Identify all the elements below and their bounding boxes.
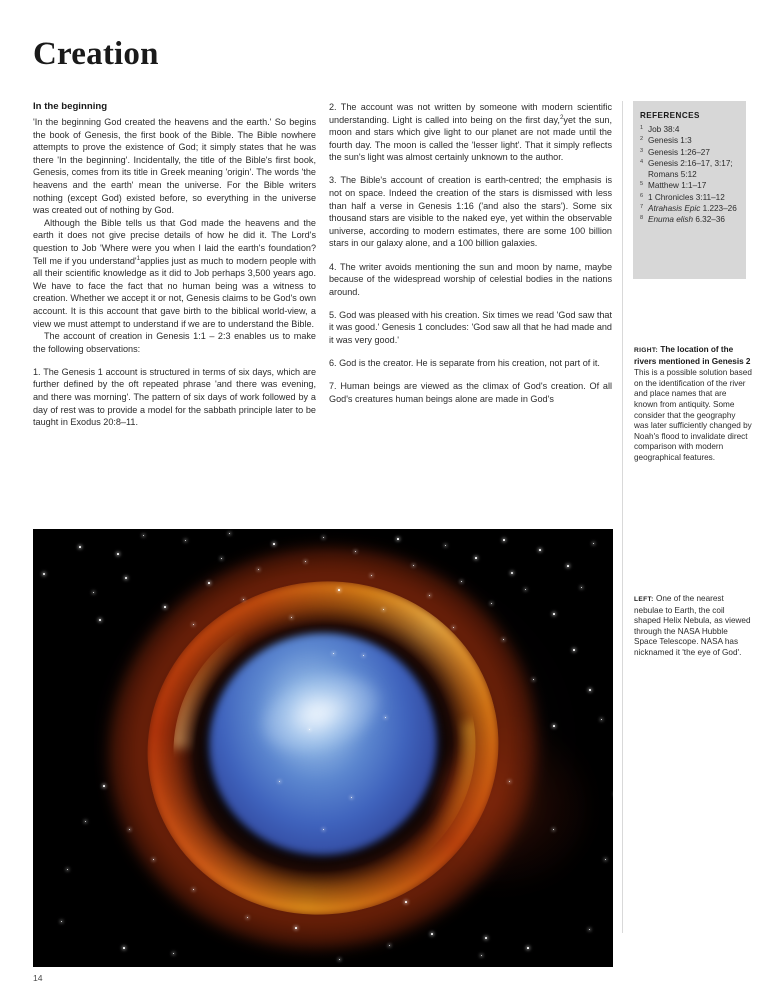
caption-body-text: This is a possible solution based on the identification of the river and place names that are known from antiquity. Some consider that the geography was later sufficiently changed by Noah's flood to invalidate direct comparison with modern geographical features. (634, 368, 752, 462)
star-point (553, 613, 555, 615)
reference-item (640, 214, 738, 225)
star-point (539, 549, 541, 551)
star-point (164, 606, 166, 608)
reference-item (640, 180, 738, 191)
reference-item (640, 158, 738, 181)
star-point (475, 557, 477, 559)
caption-direction-label: LEFT: (634, 596, 654, 603)
section-subheading: In the beginning (33, 101, 108, 112)
paragraph-although-part2: applies just as much to modern people with all their scientific knowledge as it did to Job perhaps 3,500 years ago. We have to face the fact that no human being was a witness to creation. Whether we accept it or not, Genesis claims to be God's own account. It is this account that gave birth to the biblical world-view, a view we must attempt to understand if we are to understand the Bible. (33, 255, 316, 329)
star-point (99, 619, 101, 621)
star-point (123, 947, 125, 949)
caption-right-figure (634, 345, 752, 464)
star-point (117, 553, 119, 555)
reference-item (640, 124, 738, 135)
reference-text: 1.223–26 (700, 204, 737, 214)
reference-text: Genesis 1:3 (648, 136, 692, 146)
numbered-item-2-part2: yet the sun, moon and stars which give light to our planet are not made until the fourth day. The moon is called the 'lesser light'. That it simply reflects the sun's light was almost certainly unknown to the author. (329, 114, 612, 163)
star-point (503, 539, 505, 541)
references-heading: REFERENCES (640, 111, 700, 120)
star-point (125, 577, 127, 579)
star-point (485, 937, 487, 939)
reference-text: Genesis 1:26–27 (648, 147, 710, 157)
reference-text: 1 Chronicles 3:11–12 (648, 192, 725, 202)
star-point (567, 565, 569, 567)
star-point (79, 546, 81, 548)
paragraph-opening: 'In the beginning God created the heavens and the earth.' So begins the book of Genesis, the first book of the Bible. The Bible nowhere attempts to prove the existence of God; it simply states that he was there 'In the beginning'. Incidentally, the title of the Bible's first book, Genesis, comes from its title in Greek meaning 'origin'. The words 'the heavens and the earth' mean the universe. For the Bible writers nothing (except God) existed before, so everything in the universe was created out of nothing by God. (33, 117, 316, 216)
star-point (589, 689, 591, 691)
footnote-ref-2: 2 (559, 113, 564, 121)
numbered-item-2-part1: 2. The account was not written by someone with modern scientific understanding. Light is called into being on the first day, (329, 102, 612, 125)
numbered-item-1: 1. The Genesis 1 account is structured in terms of six days, which are further defined by the oft repeated phrase 'and there was evening, and there was morning'. The pattern of six days of work followed by a day of rest was to provide a model for the sabbath principle later to be taught in Exodus 20:8–11. (33, 366, 316, 428)
references-box (633, 101, 746, 279)
star-point (405, 901, 407, 903)
star-point (431, 933, 433, 935)
references-list (640, 124, 738, 226)
reference-item (640, 203, 738, 214)
numbered-item-5: 5. God was pleased with his creation. Six times we read 'God saw that it was good.' Genesis 1 concludes: 'God saw all that he had made and it was very good.' (329, 309, 612, 345)
reference-item (640, 147, 738, 158)
reference-text: Job 38:4 (648, 125, 680, 134)
numbered-item-4: 4. The writer avoids mentioning the sun and moon by name, maybe because of the widespread worship of celestial bodies in the nations around. (329, 261, 612, 297)
star-point (338, 589, 340, 591)
reference-item (640, 192, 738, 203)
reference-text: 6.32–36 (693, 215, 725, 225)
page-title: Creation (33, 36, 159, 73)
star-point (43, 573, 45, 575)
reference-item (640, 135, 738, 146)
paragraph-account-intro: The account of creation in Genesis 1:1 – 2:3 enables us to make the following observations: (33, 331, 316, 354)
star-point (553, 725, 555, 727)
helix-nebula-image (33, 529, 613, 967)
page-number: 14 (33, 973, 43, 983)
star-point (397, 538, 399, 540)
middle-text-column (329, 101, 612, 405)
star-point (208, 582, 210, 584)
paragraph-although-part1: Although the Bible tells us that God made the heavens and the earth it does not give precise details of how he did it. The Lord's question to Job 'Where were you when I laid the earth's foundation? Tell me if you understand' (33, 217, 316, 266)
star-point (295, 927, 297, 929)
reference-italic: Atrahasis Epic (648, 204, 701, 214)
column-divider-rule (622, 101, 623, 933)
numbered-item-6: 6. God is the creator. He is separate from his creation, not part of it. (329, 358, 600, 369)
caption-left-figure (634, 594, 752, 659)
star-point (527, 947, 529, 949)
caption-body-text: One of the nearest nebulae to Earth, the coil shaped Helix Nebula, as viewed through the NASA Hubble Space Telescope. NASA has nicknamed it 'the eye of God'. (634, 594, 751, 657)
star-point (273, 543, 275, 545)
numbered-item-3: 3. The Bible's account of creation is earth-centred; the emphasis is not on space. Indeed the creation of the stars is dismissed with less than half a verse in Genesis 1:16 ('and also the stars'). Some six thousand stars are visible to the naked eye, yet within the observable universe, according to modern estimates, there are some 100 billion stars in our galaxy alone, and a 100 billion galaxies. (329, 175, 612, 249)
left-text-column (33, 101, 316, 429)
references-sidebar (634, 101, 754, 279)
reference-italic: Enuma elish (648, 215, 694, 225)
caption-direction-label: RIGHT: (634, 347, 659, 354)
star-point (573, 649, 575, 651)
caption-lead-text: The location of the rivers mentioned in Genesis 2 (634, 345, 751, 366)
numbered-item-7: 7. Human beings are viewed as the climax of God's creation. Of all God's creatures human beings alone are made in God's (329, 381, 612, 404)
reference-text: Genesis 2:16–17, 3:17; Romans 5:12 (648, 158, 733, 180)
star-point (511, 572, 513, 574)
footnote-ref-1: 1 (136, 254, 141, 262)
reference-text: Matthew 1:1–17 (648, 181, 707, 191)
star-point (103, 785, 105, 787)
numbered-item-2 (329, 101, 612, 164)
paragraph-although (33, 217, 316, 330)
